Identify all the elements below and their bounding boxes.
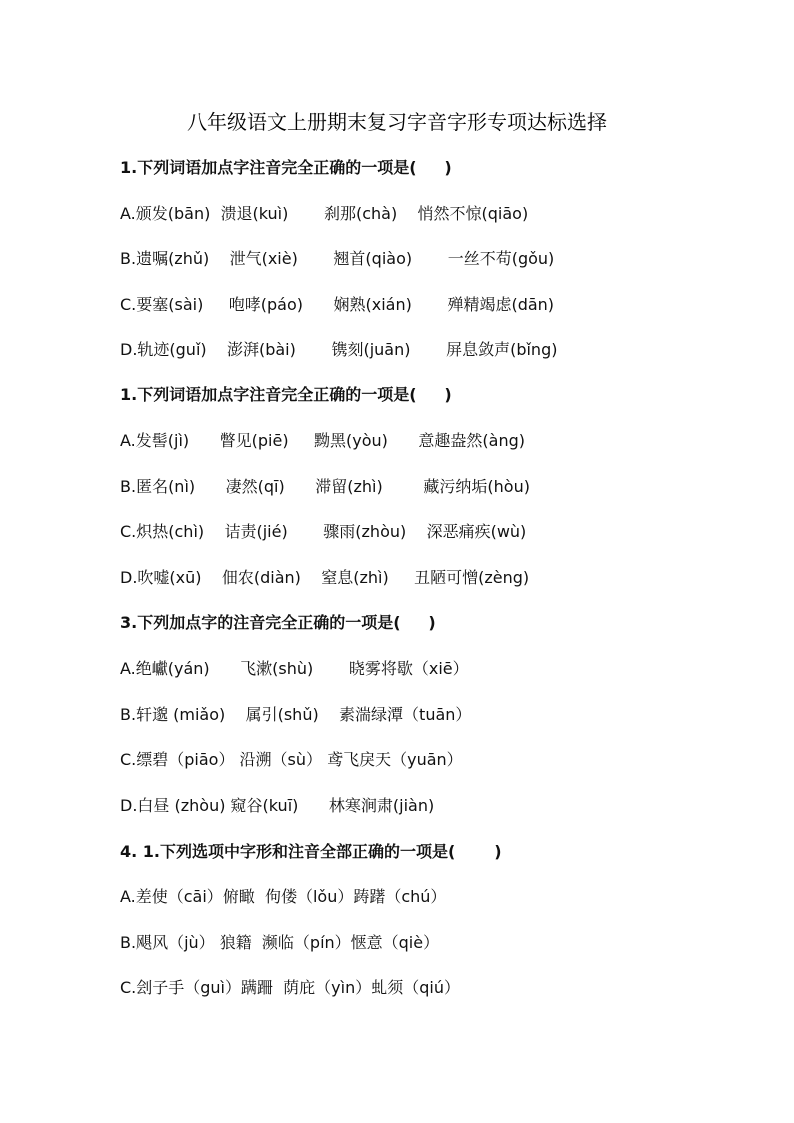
question-2-option-b: B.匿名(nì) 凄然(qī) 滞留(zhì) 藏污纳垢(hòu) — [120, 477, 530, 496]
question-2-option-a: A.发髻(jì) 瞥见(piē) 黝黑(yòu) 意趣盎然(àng) — [120, 431, 525, 450]
document-title: 八年级语文上册期末复习字音字形专项达标选择 — [187, 110, 607, 134]
question-3-option-c: C.缥碧（piāo） 沿溯（sù） 鸢飞戾天（yuān） — [120, 750, 463, 769]
question-3-option-a: A.绝巘(yán) 飞漱(shù) 晓雾将歇（xiē） — [120, 659, 469, 678]
question-2-option-c: C.炽热(chì) 诘责(jié) 骤雨(zhòu) 深恶痛疾(wù) — [120, 522, 527, 541]
question-2-option-d: D.吹嘘(xū) 佃农(diàn) 窒息(zhì) 丑陋可憎(zèng) — [120, 568, 530, 587]
question-4-option-b: B.飓风（jù） 狼籍 濒临（pín）惬意（qiè） — [120, 933, 440, 952]
question-1-option-c: C.要塞(sài) 咆哮(páo) 娴熟(xián) 殚精竭虑(dān) — [120, 295, 555, 314]
question-4-option-a: A.差使（cāi）俯瞰 佝偻（lǒu）踌躇（chú） — [120, 887, 447, 906]
question-3-option-b: B.轩邈 (miǎo) 属引(shǔ) 素湍绿潭（tuān） — [120, 705, 472, 724]
question-4-stem: 4. 1.下列选项中字形和注音全部正确的一项是( ) — [120, 842, 502, 861]
question-1-option-d: D.轨迹(guǐ) 澎湃(bài) 镌刻(juān) 屏息敛声(bǐng) — [120, 340, 558, 359]
question-2-stem: 1.下列词语加点字注音完全正确的一项是( ) — [120, 385, 452, 404]
question-1-option-a: A.颁发(bān) 溃退(kuì) 刹那(chà) 悄然不惊(qiāo) — [120, 204, 529, 223]
question-3-stem: 3.下列加点字的注音完全正确的一项是( ) — [120, 613, 436, 632]
question-1-option-b: B.遗嘱(zhǔ) 泄气(xiè) 翘首(qiào) 一丝不苟(gǒu) — [120, 249, 555, 268]
question-3-option-d: D.白昼 (zhòu) 窥谷(kuī) 林寒涧肃(jiàn) — [120, 796, 435, 815]
question-1-stem: 1.下列词语加点字注音完全正确的一项是( ) — [120, 158, 452, 177]
question-4-option-c: C.刽子手（guì）蹒跚 荫庇（yìn）虬须（qiú） — [120, 978, 460, 997]
